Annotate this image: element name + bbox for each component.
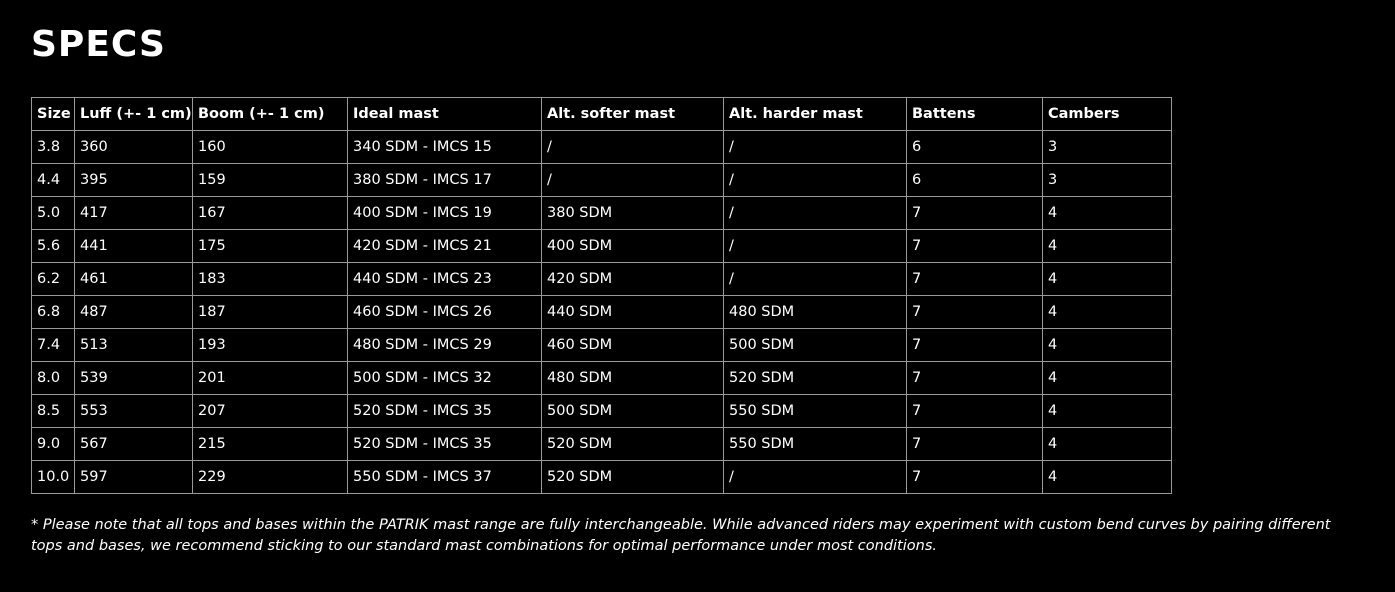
table-cell: / xyxy=(724,164,907,197)
table-cell: 5.6 xyxy=(32,230,75,263)
column-header: Size xyxy=(32,98,75,131)
table-cell: 4 xyxy=(1043,395,1172,428)
table-cell: 207 xyxy=(193,395,348,428)
table-cell: / xyxy=(724,461,907,494)
table-cell: 7 xyxy=(907,461,1043,494)
table-cell: 10.0 xyxy=(32,461,75,494)
table-cell: 567 xyxy=(75,428,193,461)
table-cell: 395 xyxy=(75,164,193,197)
table-cell: 460 SDM xyxy=(542,329,724,362)
table-row xyxy=(32,197,1172,230)
table-cell: 520 SDM xyxy=(542,461,724,494)
table-cell: 461 xyxy=(75,263,193,296)
table-cell: 7 xyxy=(907,230,1043,263)
table-row xyxy=(32,296,1172,329)
table-cell: 480 SDM xyxy=(542,362,724,395)
table-cell: 487 xyxy=(75,296,193,329)
table-cell: 360 xyxy=(75,131,193,164)
table-cell: 187 xyxy=(193,296,348,329)
table-cell: 183 xyxy=(193,263,348,296)
table-cell: 193 xyxy=(193,329,348,362)
table-cell: 5.0 xyxy=(32,197,75,230)
table-cell: 6 xyxy=(907,164,1043,197)
table-cell: 4 xyxy=(1043,197,1172,230)
table-cell: 380 SDM - IMCS 17 xyxy=(348,164,542,197)
table-cell: 420 SDM xyxy=(542,263,724,296)
table-cell: 7 xyxy=(907,296,1043,329)
table-cell: 440 SDM - IMCS 23 xyxy=(348,263,542,296)
table-cell: / xyxy=(724,131,907,164)
table-cell: 380 SDM xyxy=(542,197,724,230)
table-cell: 400 SDM xyxy=(542,230,724,263)
table-row xyxy=(32,230,1172,263)
table-cell: / xyxy=(724,197,907,230)
table-cell: 6 xyxy=(907,131,1043,164)
table-cell: 400 SDM - IMCS 19 xyxy=(348,197,542,230)
table-cell: 520 SDM - IMCS 35 xyxy=(348,428,542,461)
column-header: Alt. softer mast xyxy=(542,98,724,131)
table-cell: 7 xyxy=(907,428,1043,461)
page-title: SPECS xyxy=(31,24,166,65)
table-cell: 500 SDM - IMCS 32 xyxy=(348,362,542,395)
table-row xyxy=(32,395,1172,428)
table-cell: 7 xyxy=(907,197,1043,230)
table-cell: 480 SDM - IMCS 29 xyxy=(348,329,542,362)
table-cell: 4 xyxy=(1043,428,1172,461)
table-row xyxy=(32,461,1172,494)
table-cell: 441 xyxy=(75,230,193,263)
table-cell: 3 xyxy=(1043,131,1172,164)
table-cell: 550 SDM - IMCS 37 xyxy=(348,461,542,494)
table-cell: 417 xyxy=(75,197,193,230)
footnote: * Please note that all tops and bases within the PATRIK mast range are fully interchangeable. While advanced riders may experiment with custom bend curves by pairing different tops and bases, we recommend sticking to our standard mast combinations for optimal performance under most conditions. xyxy=(31,517,1331,554)
table-cell: 7 xyxy=(907,329,1043,362)
table-cell: 4 xyxy=(1043,461,1172,494)
table-cell: / xyxy=(724,230,907,263)
table-cell: 159 xyxy=(193,164,348,197)
table-cell: / xyxy=(542,164,724,197)
table-row xyxy=(32,131,1172,164)
table-cell: 520 SDM xyxy=(724,362,907,395)
table-cell: 520 SDM xyxy=(542,428,724,461)
column-header: Battens xyxy=(907,98,1043,131)
table-cell: 160 xyxy=(193,131,348,164)
table-cell: 9.0 xyxy=(32,428,75,461)
table-cell: 3.8 xyxy=(32,131,75,164)
table-cell: 7.4 xyxy=(32,329,75,362)
table-cell: 420 SDM - IMCS 21 xyxy=(348,230,542,263)
table-cell: 201 xyxy=(193,362,348,395)
column-header: Boom (+- 1 cm) xyxy=(193,98,348,131)
table-cell: 480 SDM xyxy=(724,296,907,329)
table-cell: 7 xyxy=(907,263,1043,296)
table-row xyxy=(32,362,1172,395)
table-cell: 550 SDM xyxy=(724,428,907,461)
table-cell: 6.8 xyxy=(32,296,75,329)
table-cell: 4 xyxy=(1043,263,1172,296)
table-cell: / xyxy=(724,263,907,296)
table-cell: 4 xyxy=(1043,230,1172,263)
table-cell: 7 xyxy=(907,395,1043,428)
table-cell: / xyxy=(542,131,724,164)
table-cell: 513 xyxy=(75,329,193,362)
table-header-row xyxy=(32,98,1172,131)
table-cell: 460 SDM - IMCS 26 xyxy=(348,296,542,329)
table-row xyxy=(32,428,1172,461)
table-cell: 553 xyxy=(75,395,193,428)
table-cell: 520 SDM - IMCS 35 xyxy=(348,395,542,428)
table-cell: 229 xyxy=(193,461,348,494)
table-cell: 167 xyxy=(193,197,348,230)
column-header: Cambers xyxy=(1043,98,1172,131)
table-cell: 440 SDM xyxy=(542,296,724,329)
column-header: Ideal mast xyxy=(348,98,542,131)
table-row xyxy=(32,329,1172,362)
column-header: Luff (+- 1 cm) xyxy=(75,98,193,131)
table-cell: 8.0 xyxy=(32,362,75,395)
table-cell: 597 xyxy=(75,461,193,494)
table-row xyxy=(32,263,1172,296)
table-cell: 500 SDM xyxy=(724,329,907,362)
table-cell: 4.4 xyxy=(32,164,75,197)
table-cell: 539 xyxy=(75,362,193,395)
table-cell: 175 xyxy=(193,230,348,263)
column-header: Alt. harder mast xyxy=(724,98,907,131)
table-row xyxy=(32,164,1172,197)
specs-table xyxy=(31,97,1172,494)
table-cell: 6.2 xyxy=(32,263,75,296)
table-cell: 550 SDM xyxy=(724,395,907,428)
table-cell: 340 SDM - IMCS 15 xyxy=(348,131,542,164)
table-cell: 4 xyxy=(1043,329,1172,362)
table-cell: 500 SDM xyxy=(542,395,724,428)
table-cell: 8.5 xyxy=(32,395,75,428)
table-cell: 7 xyxy=(907,362,1043,395)
table-cell: 3 xyxy=(1043,164,1172,197)
table-cell: 4 xyxy=(1043,296,1172,329)
table-cell: 4 xyxy=(1043,362,1172,395)
table-cell: 215 xyxy=(193,428,348,461)
